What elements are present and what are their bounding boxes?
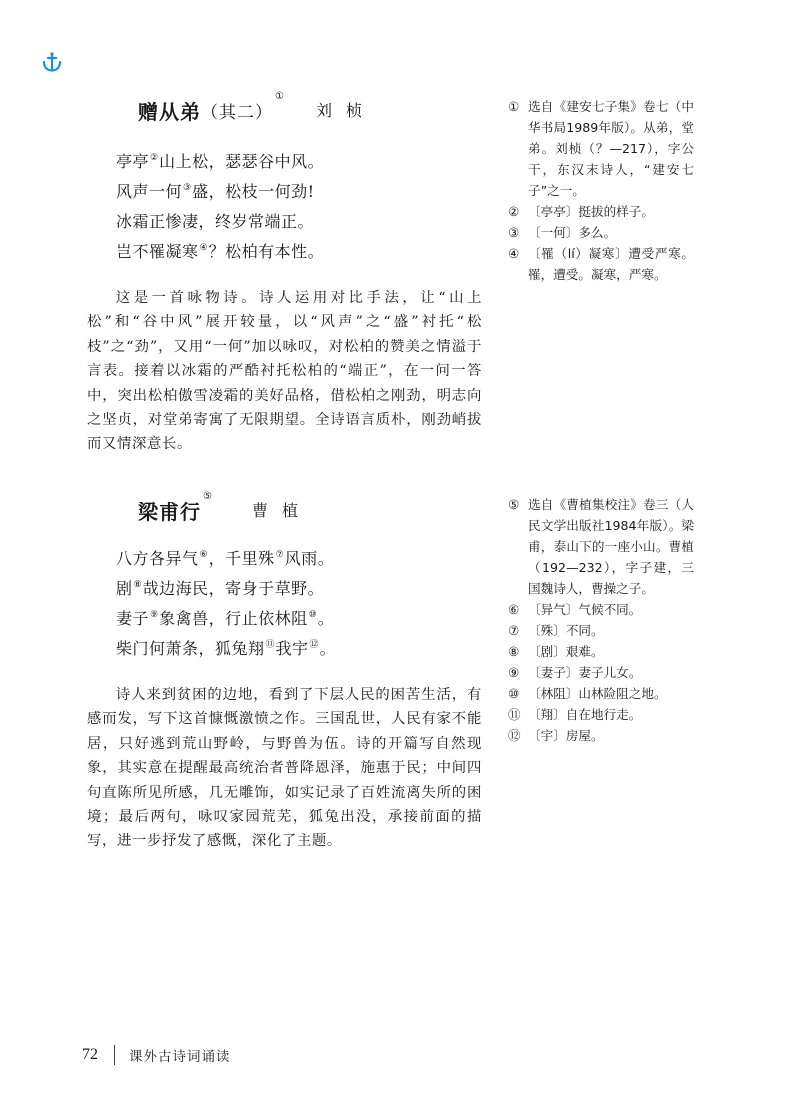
footnote-marker: ⑫ (309, 640, 319, 650)
footnote-number: ⑤ (508, 497, 520, 512)
poem-body (116, 544, 336, 664)
footnote-text: 〔翔〕自在地行走。 (528, 707, 642, 722)
footnote-text: 〔亭亭〕挺拔的样子。 (528, 204, 654, 219)
footnote-number: ⑪ (508, 707, 521, 722)
poem-heading (138, 491, 312, 525)
footnote-marker: ⑦ (275, 550, 284, 560)
title-footnote-marker: ① (275, 91, 284, 102)
footnote-text: 〔异气〕气候不同。 (528, 602, 642, 617)
poem-title: 梁甫行 (138, 500, 201, 524)
footnote-marker: ⑨ (150, 610, 159, 620)
poem-title: 赠从弟 (138, 100, 201, 124)
footnote-marker: ③ (183, 183, 192, 193)
poem-line: 剧⑧哉边海民，寄身于草野。 (116, 579, 325, 598)
footnote (508, 683, 694, 704)
footnote (508, 599, 694, 620)
book-section-title: 课外古诗词诵读 (129, 1049, 231, 1065)
footnotes-panel (508, 96, 694, 285)
poem-line: 柴门何萧条，狐兔翔⑪我宇⑫。 (116, 639, 337, 658)
anchor-icon (40, 51, 64, 73)
title-footnote-marker: ⑤ (203, 491, 212, 502)
poem-line: 冰霜正惨凄，终岁常端正。 (116, 212, 315, 231)
footnote-marker: ⑥ (199, 550, 208, 560)
footnote (508, 201, 694, 222)
footnote-marker: ⑩ (308, 610, 317, 620)
poem-author: 曹植 (251, 501, 312, 520)
poem-body (116, 147, 324, 267)
footnote-text: 〔林阻〕山林险阻之地。 (528, 686, 667, 701)
poem-heading (138, 91, 376, 125)
footnote-text: 〔妻子〕妻子儿女。 (528, 665, 642, 680)
footnote-number: ⑫ (508, 728, 521, 743)
poem-author: 刘桢 (315, 101, 376, 120)
footnote-number: ⑩ (508, 686, 520, 701)
footnote-text: 〔殊〕不同。 (528, 623, 604, 638)
poem-line: 亭亭②山上松，瑟瑟谷中风。 (116, 152, 325, 171)
footnote-marker: ② (150, 153, 159, 163)
footnote-number: ⑧ (508, 644, 520, 659)
poem-line: 岂不罹凝寒④？松柏有本性。 (116, 242, 325, 261)
footnote (508, 662, 694, 683)
footnote-text: 选自《曹植集校注》卷三（人民文学出版社1984年版）。梁甫，泰山下的一座小山。曹植（192—232），字子建，三国魏诗人，曹操之子。 (528, 497, 694, 596)
footnote-number: ⑨ (508, 665, 520, 680)
footnote-number: ③ (508, 225, 520, 240)
footnote-text: 选自《建安七子集》卷七（中华书局1989年版）。从弟，堂弟。刘桢（？—217），字公干，东汉末诗人，“建安七子”之一。 (528, 99, 694, 198)
footnote-marker: ⑧ (133, 580, 142, 590)
footnote-text: 〔剧〕艰难。 (528, 644, 604, 659)
footnote-text: 〔罹（lí）凝寒〕遭受严寒。罹，遭受。凝寒，严寒。 (528, 246, 694, 282)
footnote (508, 222, 694, 243)
footer-divider (114, 1045, 115, 1065)
commentary-text: 诗人来到贫困的边地，看到了下层人民的困苦生活，有感而发，写下这首慷慨激愤之作。三国乱世，人民有家不能居，只好逃到荒山野岭，与野兽为伍。诗的开篇写自然现象，其实意在提醒最高统治者普降恩泽，施惠于民；中间四句直陈所见所感，几无雕饰，如实记录了百姓流离失所的困境；最后两句，咏叹家园荒芜，狐兔出没，承接前面的描写，进一步抒发了感慨，深化了主题。 (87, 687, 482, 850)
poem-subtitle: （其二） (201, 103, 273, 123)
footnote (508, 704, 694, 725)
footnote-text: 〔宇〕房屋。 (528, 728, 604, 743)
poem-line: 妻子⑨象禽兽，行止依林阻⑩。 (116, 609, 335, 628)
footnotes-panel (508, 494, 694, 746)
footnote-text: 〔一何〕多么。 (528, 225, 617, 240)
page-number: 72 (82, 1046, 98, 1063)
footnote-number: ⑦ (508, 623, 520, 638)
footnote-number: ① (508, 99, 520, 114)
footnote-marker: ④ (199, 243, 208, 253)
footnote (508, 96, 694, 201)
footnote-number: ④ (508, 246, 520, 261)
page-footer (82, 1044, 231, 1066)
poem-line: 八方各异气⑥，千里殊⑦风雨。 (116, 549, 335, 568)
footnote (508, 243, 694, 285)
poem-commentary (87, 683, 482, 854)
footnote (508, 494, 694, 599)
poem-line: 风声一何③盛，松枝一何劲! (116, 182, 315, 201)
footnote-marker: ⑪ (265, 640, 275, 650)
poem-commentary (87, 286, 482, 457)
footnote-number: ⑥ (508, 602, 520, 617)
footnote (508, 725, 694, 746)
footnote-number: ② (508, 204, 520, 219)
footnote (508, 620, 694, 641)
footnote (508, 641, 694, 662)
commentary-text: 这是一首咏物诗。诗人运用对比手法，让“山上松”和“谷中风”展开较量，以“风声”之“盛”衬托“松枝”之“劲”，又用“一何”加以咏叹，对松柏的赞美之情溢于言表。接着以冰霜的严酷衬托松柏的“端正”，在一问一答中，突出松柏傲雪凌霜的美好品格，借松柏之刚劲，明志向之坚贞，对堂弟寄寓了无限期望。全诗语言质朴，刚劲峭拔而又情深意长。 (87, 290, 482, 453)
